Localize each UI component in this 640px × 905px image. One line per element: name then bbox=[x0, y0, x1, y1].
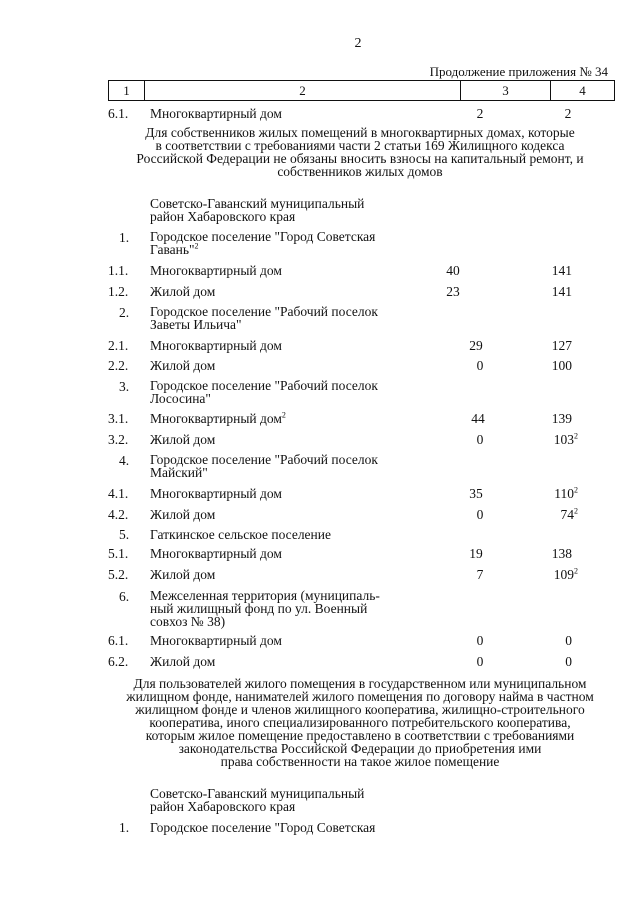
table-row: 1.2. Жилой дом 23 141 bbox=[108, 284, 572, 299]
header-cell-4: 4 bbox=[551, 81, 615, 101]
table-row: 5.2. Жилой дом 7 $109^2$ bbox=[108, 566, 578, 582]
table-row: 1.1. Многоквартирный дом 40 141 bbox=[108, 263, 572, 278]
section-heading-users: Для пользователей жилого помещения в государственном или муниципальном жилищном фонде, нанимателей жилого помещения по договору найма в частном жилищном фонде и членов жилищного кооператива, жилищно-строительного кооператива, иного специализированного потребительского кооператива, которым жилое помещение предоставлено в соответствии с требованиями законодательства Российской Федерации до приобретения ими права собственности на такое жилое помещение bbox=[126, 676, 594, 769]
table-row: 2.2. Жилой дом 0 100 bbox=[108, 358, 572, 373]
row-number: 6.1. bbox=[108, 106, 129, 121]
settlement-row: 1. Городское поселение "Город Советская Гавань"$^2$ bbox=[0, 230, 640, 248]
settlement-row: 1. Городское поселение "Город Советская bbox=[118, 820, 376, 835]
settlement-row: 4. Городское поселение "Рабочий поселок Майский" bbox=[118, 452, 378, 480]
table-row bbox=[0, 106, 640, 124]
row-value-col4: 2 bbox=[564, 106, 572, 121]
settlement-row: 3. Городское поселение "Рабочий поселок Лососина" bbox=[118, 378, 378, 406]
table-row: 5.1. Многоквартирный дом 19 138 bbox=[108, 546, 572, 561]
table-row: 4.2. Жилой дом 0 $74^2$ bbox=[108, 506, 578, 522]
table-row: 3.1. Многоквартирный дом$^2$ 44 139 bbox=[108, 410, 572, 426]
table-row: 6.1. Многоквартирный дом 0 0 bbox=[108, 633, 572, 648]
settlement-row: 5. Гаткинское сельское поселение bbox=[118, 527, 331, 542]
settlement-number: 1. bbox=[118, 230, 130, 245]
header-cell-2: 2 bbox=[145, 81, 461, 101]
district-name: Советско-Гаванский муниципальный район Хабаровского края bbox=[150, 786, 365, 814]
row-value-col3: 2 bbox=[476, 106, 484, 121]
settlement-row: 2. Городское поселение "Рабочий поселок Заветы Ильича" bbox=[118, 304, 378, 332]
table-row: 6.2. Жилой дом 0 0 bbox=[108, 654, 572, 669]
header-cell-1: 1 bbox=[109, 81, 145, 101]
table-row: 3.2. Жилой дом 0 $103^2$ bbox=[108, 431, 578, 447]
table-row: 2.1. Многоквартирный дом 29 127 bbox=[108, 338, 572, 353]
continuation-note: Продолжение приложения № 34 bbox=[429, 64, 608, 79]
table-row: 4.1. Многоквартирный дом 35 $110^2$ bbox=[108, 485, 578, 501]
row-name: Многоквартирный дом bbox=[150, 106, 282, 121]
district-name: Советско-Гаванский муниципальный район Хабаровского края bbox=[150, 196, 365, 224]
column-header-table bbox=[108, 80, 615, 101]
section-heading-owners: Для собственников жилых помещений в многоквартирных домах, которые в соответствии с требованиями части 2 статьи 169 Жилищного кодекса Российской Федерации не обязаны вносить взносы на капитальный ремонт, и собственников жилых домов bbox=[136, 125, 584, 179]
header-cell-3: 3 bbox=[461, 81, 551, 101]
page-number: 2 bbox=[354, 36, 362, 51]
settlement-row: 6. Межселенная территория (муниципаль- ный жилищный фонд по ул. Военный совхоз № 38) bbox=[118, 588, 380, 629]
